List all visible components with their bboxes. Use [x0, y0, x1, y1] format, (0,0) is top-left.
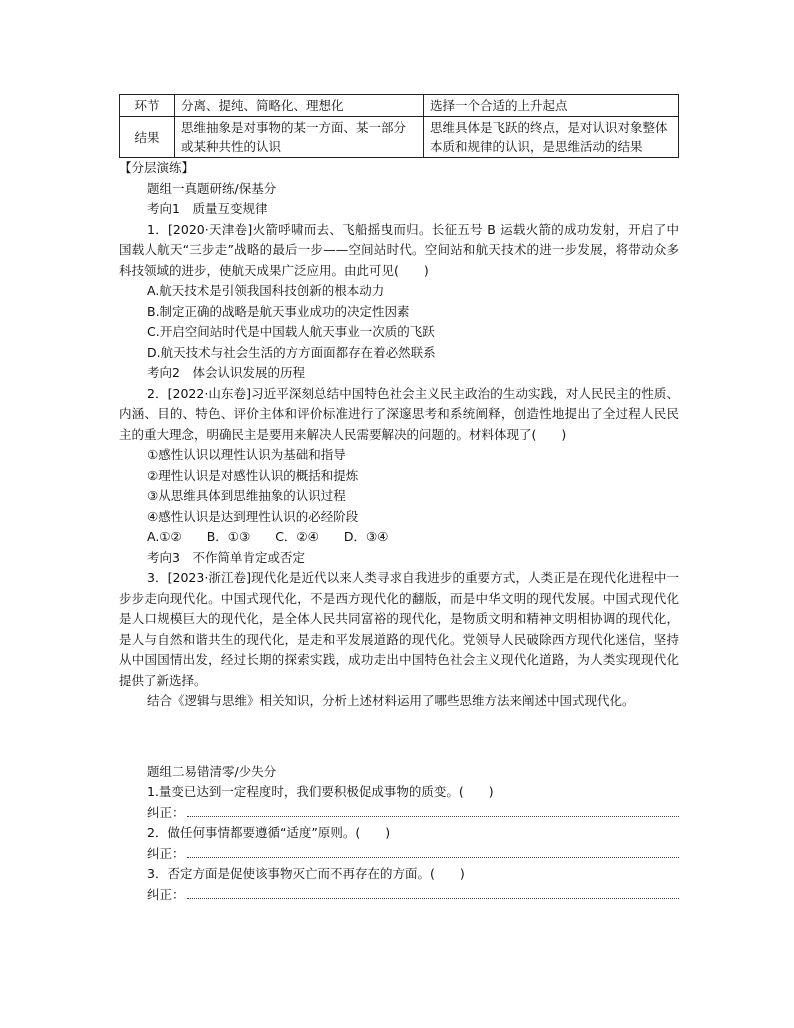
correction-label: 纠正： [147, 845, 185, 861]
question-stem: 2．[2022·山东卷]习近平深刻总结中国特色社会主义民主政治的生动实践，对人民民主的性质、内涵、目的、特色、评价主体和评价标准进行了深邃思考和系统阐释，创造性地提出了全过程人民民主的重大理念，明确民主是要用来解决人民需要解决的问题的。材料体现了( ) [119, 385, 679, 442]
comparison-table [119, 94, 679, 158]
judgement-question: 1.量变已达到一定程度时，我们要积极促成事物的质变。( ) [147, 784, 494, 799]
page-content [119, 94, 679, 905]
correction-line [119, 844, 679, 865]
question-stem: 1．[2020·天津卷]火箭呼啸而去、飞船摇曳而归。长征五号 B 运载火箭的成功发射，开启了中国载人航天“三步走”战略的最后一步——空间站时代。空间站和航天技术的进一步发展，将带动众多科技领域的进步，使航天成果广泛应用。由此可见( ) [119, 221, 679, 278]
table-row [120, 117, 679, 158]
statement-item: ②理性认识是对感性认识的概括和提炼 [147, 467, 359, 483]
correction-line [119, 885, 679, 906]
answer-choices: A.①② B．①③ C．②④ D．③④ [147, 529, 389, 544]
correction-blank[interactable] [187, 845, 679, 858]
correction-label: 纠正： [147, 886, 185, 902]
row-head: 结果 [120, 117, 175, 158]
group-title: 题组二易错清零/少失分 [147, 763, 277, 779]
statement-item: ③从思维具体到思维抽象的认识过程 [147, 488, 346, 503]
row-head: 环节 [120, 95, 175, 117]
topic-title: 考向3 不作简单肯定或否定 [147, 549, 305, 565]
table-row [120, 95, 679, 117]
statement-item: ①感性认识以理性认识为基础和指导 [147, 447, 346, 462]
topic-title: 考向1 质量互变规律 [147, 201, 268, 216]
concrete-cell: 思维具体是飞跃的终点，是对认识对象整体本质和规律的认识，是思维活动的结果 [424, 117, 679, 158]
question-prompt: 结合《逻辑与思维》相关知识，分析上述材料运用了哪些思维方法来阐述中国式现代化。 [147, 693, 635, 708]
statement-item: ④感性认识是达到理性认识的必经阶段 [147, 508, 359, 524]
correction-blank[interactable] [187, 804, 679, 817]
concrete-cell: 选择一个合适的上升起点 [424, 95, 679, 117]
correction-line [119, 803, 679, 824]
topic-title: 考向2 体会认识发展的历程 [147, 365, 305, 380]
option-b: B.制定正确的战略是航天事业成功的决定性因素 [147, 303, 410, 319]
judgement-question: 2．做任何事情都要遵循“适度”原则。( ) [147, 825, 391, 840]
section-title: 【分层演练】 [119, 160, 195, 175]
abstract-cell: 思维抽象是对事物的某一方面、某一部分或某种共性的认识 [175, 117, 424, 158]
judgement-question: 3．否定方面是促使该事物灭亡而不再存在的方面。( ) [147, 866, 465, 881]
question-stem: 3．[2023·浙江卷]现代化是近代以来人类寻求自我进步的重要方式，人类正是在现代化进程中一步步走向现代化。中国式现代化，不是西方现代化的翻版，而是中华文明的现代发展。中国式现代化是人口规模巨大的现代化，是全体人民共同富裕的现代化，是物质文明和精神文明相协调的现代化，是人与自然和谐共生的现代化，是走和平发展道路的现代化。党领导人民破除西方现代化迷信，坚持从中国国情出发，经过长期的探索实践，成功走出中国特色社会主义现代化道路，为人类实现现代化提供了新选择。 [119, 570, 679, 688]
abstract-cell: 分离、提纯、简略化、理想化 [175, 95, 424, 117]
option-a: A.航天技术是引领我国科技创新的根本动力 [147, 283, 385, 298]
option-d: D.航天技术与社会生活的方方面面都存在着必然联系 [147, 344, 436, 360]
answer-space [119, 712, 679, 762]
correction-label: 纠正： [147, 804, 185, 820]
correction-blank[interactable] [187, 886, 679, 899]
group-title: 题组一真题研练/保基分 [147, 180, 277, 196]
option-c: C.开启空间站时代是中国载人航天事业一次质的飞跃 [147, 324, 435, 339]
